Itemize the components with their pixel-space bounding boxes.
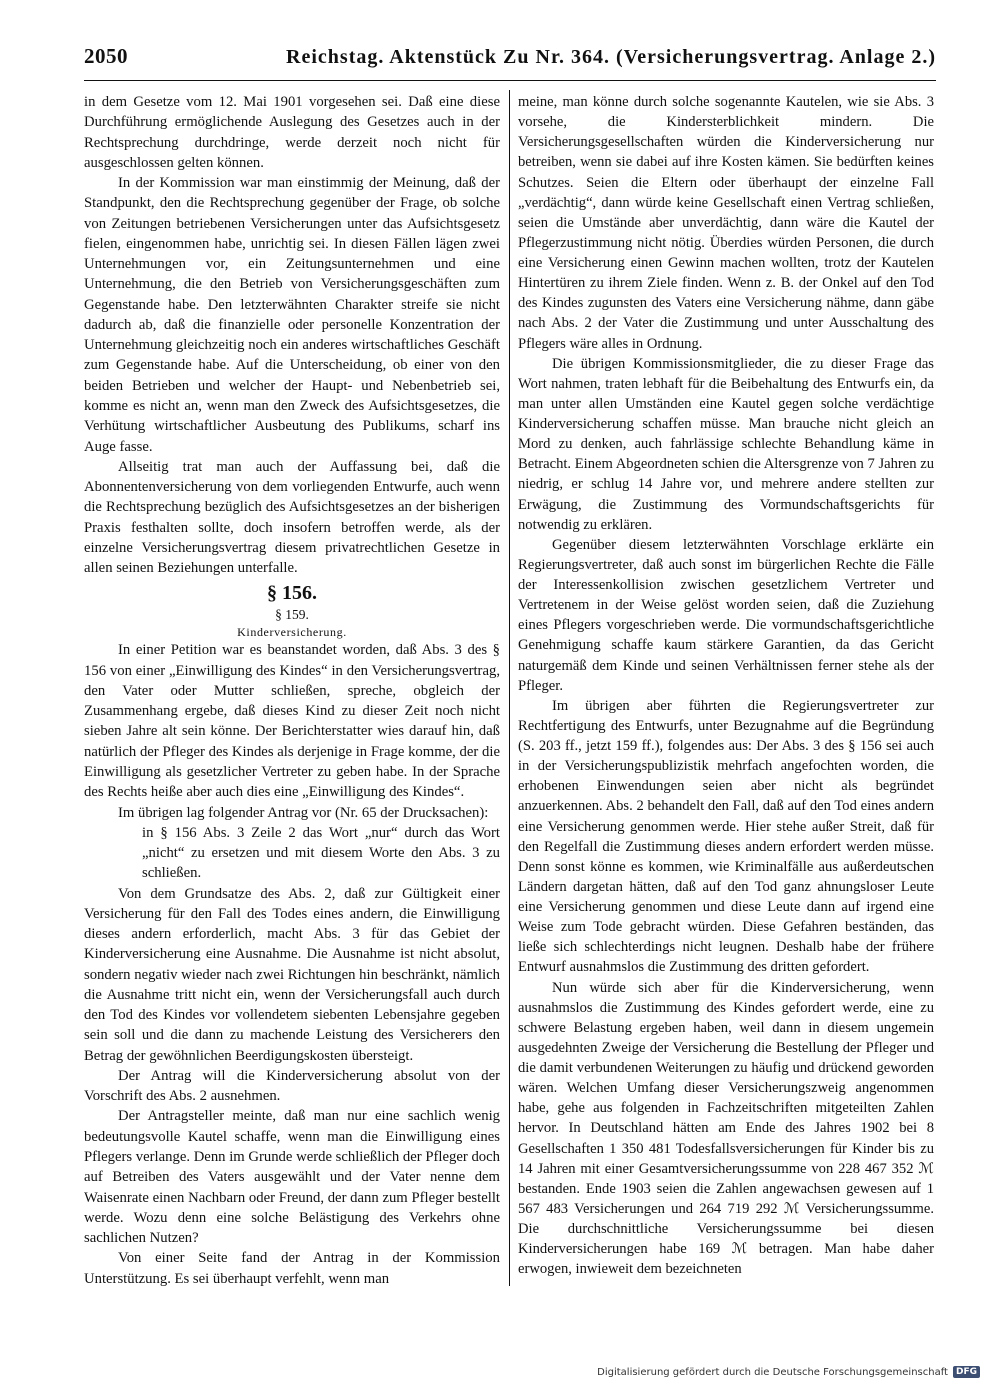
paragraph: Die übrigen Kommissionsmitglieder, die zu dieser Frage das Wort nahmen, traten lebhaft für die Beibehaltung des Entwurfs ein, da man unter allen Umständen eine Kautel gegen solche verdächtige Kinderversicherung schaffen müsse. Man brauche nicht gleich an Mord zu denken, auch fahrlässige schlechte Behandlung käme in Betracht. Einem Abgeordneten schien die Altersgrenze von 7 Jahren zu niedrig, er schlug 14 Jahre vor, und mehrere andere stellten zur Erwägung, die Zustimmung des Vormundschaftsgerichts für notwendig zu erklären. (518, 355, 934, 533)
right-column (518, 92, 934, 1279)
paragraph: Nun würde sich aber für die Kinderversicherung, wenn ausnahmslos die Zustimmung des Kindes gefordert werde, eine zu schwere Belastung ergeben haben, weil dann in diesem ungemein ausgedehnten Zweige der Versicherung die Bestellung der Pfleger und die damit verbundenen Weiterungen zu häufig und drückend geworden wären. Welchen Umfang dieser Versicherungszweig angenommen habe, gehe aus folgenden in Fachzeitschriften mitgeteilten Zahlen hervor. In Deutschland hätten am Ende des Jahres 1902 bei 8 Gesellschaften 1 350 481 Todesfallsversicherungen für Kinder bis zu 14 Jahren mit einer Gesamtversicherungssumme von 228 467 352 ℳ bestanden. Ende 1903 seien die Zahlen angewachsen gewesen auf 1 567 483 Versicherungen und 264 719 292 ℳ Versicherungssumme. Die durchschnittliche Versicherungssumme bei diesen Kinderversicherungen habe 169 ℳ betragen. Man habe daher erwogen, inwieweit dem bezeichneten (518, 979, 934, 1278)
footer (597, 1366, 980, 1378)
paragraph: Der Antragsteller meinte, daß man nur eine sachlich wenig bedeutungsvolle Kautel schaffe, wenn man die Einwilligung eines Pflegers verlange. Denn im Grunde werde schließlich der Pfleger doch auf Betreiben des Vaters ausgewählt und der Vater nenne dem Waisenrate einen Nachbarn oder Freund, der dann zum Pfleger bestellt werde. Wozu denn eine solche Belästigung des Verkehrs ohne sachlichen Nutzen? (84, 1108, 500, 1247)
paragraph: In einer Petition war es beanstandet worden, daß Abs. 3 des § 156 von einer „Einwilligung des Kindes“ in den Versicherungsvertrag, den Vater oder Mutter schließen, spreche, obgleich der Zusammenhang ergebe, daß dieses Kind zu dieser Zeit noch nicht sieben Jahre alt sein könne. Der Berichterstatter wies darauf hin, daß natürlich der Pfleger des Kindes als derjenige in Frage komme, der die Einwilligung als gesetzlicher Vertreter zu geben habe. In der Sprache des Rechts heiße aber auch dies eine „Einwilligung des Kindes“. (84, 642, 500, 801)
page-title: Reichstag. Aktenstück Zu Nr. 364. (Versicherungsvertrag. Anlage 2.) (286, 46, 936, 68)
page-number: 2050 (84, 44, 128, 68)
column-divider (509, 90, 510, 1286)
paragraph: Der Antrag will die Kinderversicherung absolut von der Vorschrift des Abs. 2 ausnehmen. (84, 1067, 500, 1105)
section-subheading: § 159. (275, 607, 309, 623)
paragraph: Von einer Seite fand der Antrag in der Kommission Unterstützung. Es sei überhaupt verfehlt, wenn man (84, 1250, 500, 1287)
paragraph: In der Kommission war man einstimmig der Meinung, daß der Standpunkt, den die Rechtsprechung gegenüber der Frage, ob solche von Zeitungen betriebenen Versicherungen unter das Aufsichtsgesetz fielen, eingenommen habe, unrichtig sei. In diesen Fällen lägen zwei Unternehmungen vor, ein Zeitungsunternehmen und eine Unternehmung, die den Betrieb von Versicherungsgeschäften zum Gegenstande habe. Den letzterwähnten Charakter streife sie nicht dadurch ab, daß die finanzielle oder personelle Konzentration der Unternehmung gleichzeitig noch ein anderes wirtschaftliches Geschäft zum Gegenstande habe. Auf die Unterscheidung, ob einer von den beiden Betrieben und welcher der Haupt- und Nebenbetrieb sei, komme es nicht an, wenn man den Zweck des Aufsichtsgesetzes, die Verhütung wirtschaftlicher Ausbeutung des Publikums, scharf ins Auge fasse. (84, 175, 500, 455)
dfg-logo: DFG (953, 1366, 980, 1378)
quoted-motion: in § 156 Abs. 3 Zeile 2 das Wort „nur“ durch das Wort „nicht“ zu ersetzen und mit diesem Worte den Abs. 3 zu schließen. (142, 824, 500, 882)
paragraph: Allseitig trat man auch der Auffassung bei, daß die Abonnentenversicherung von dem vorliegenden Entwurfe, auch wenn die Rechtsprechung bezüglich des Aufsichtsgesetzes an der bisherigen Praxis festhalten sollte, doch insofern betroffen werde, als der einzelne Versicherungsvertrag diesem privatrechtlichen Gesetze in allen seinen Beziehungen unterfalle. (84, 458, 500, 577)
header-rule (84, 80, 936, 81)
paragraph: Im übrigen aber führten die Regierungsvertreter zur Rechtfertigung des Entwurfs, unter Bezugnahme auf die Begründung (S. 203 ff., jetzt 159 ff.), folgendes aus: Der Abs. 3 des § 156 sei auch in der Versicherungspublizistik mehrfach angefochten worden, die erhobenen Einwendungen seien aber nicht als begründet anzuerkennen. Abs. 2 behandelt den Fall, daß auf den Tod eines andern eine Versicherung genommen werde. Hier stehe außer Streit, daß für den Regelfall die Zustimmung dieses andern erfordert werden müsse. Denn sonst könne es kommen, wie Kriminalfälle aus außerdeutschen Ländern dargetan hätten, daß auf den Tod ganz ahnungsloser Leute eine Versicherung genommen und diese Leute dann auf irgend eine Weise zum Tode gebracht würden. Diese Gefahren beständen, das ließe sich schlechterdings nicht leugnen. Deshalb habe der frühere Entwurf ausnahmslos die Zustimmung des dritten gefordert. (518, 697, 934, 976)
paragraph: Im übrigen lag folgender Antrag vor (Nr. 65 der Drucksachen): (118, 804, 489, 821)
section-heading: § 156. (267, 582, 317, 605)
footer-credit: Digitalisierung gefördert durch die Deutsche Forschungsgemeinschaft (597, 1366, 948, 1378)
paragraph: meine, man könne durch solche sogenannte Kautelen, wie sie Abs. 3 vorsehe, die Kindersterblichkeit mindern. Die Versicherungsgesellschaften würden die Kinderversicherung nur betreiben, wenn sie dabei auf ihre Kosten kämen. Sie bedürften keines Schutzes. Seien die Eltern oder überhaupt der einzelne Fall „verdächtig“, dann würde keine Gesellschaft einen Vertrag schließen, seien die Umstände aber unverdächtig, dann wäre die Kautel der Pflegerzustimmung nicht nötig. Überdies würden Personen, die durch eine Versicherung einen Gewinn machen wollten, trotz der Kautelen Hintertüren zu ihrem Ziele finden. Wenn z. B. der Onkel auf den Tod des Kindes zugunsten des Vaters eine Versicherung nähme, dann gäbe nach Abs. 2 der Vater die Zustimmung und unter Ausschaltung des Pflegers wäre alles in Ordnung. (518, 94, 934, 352)
paragraph: Von dem Grundsatze des Abs. 2, daß zur Gültigkeit einer Versicherung für den Fall des Todes eines andern, die Einwilligung dieses andern erforderlich, macht Abs. 3 für das Gebiet der Kinderversicherung eine Ausnahme. Die Ausnahme ist nicht absolut, sondern negativ wieder nach zwei Richtungen hin beschränkt, nämlich die Ausnahme tritt nicht ein, wenn der Versicherungsfall auch durch den Tod des Kindes vor vollendetem siebenten Lebensjahre gegeben sein soll und die dann zu machende Leistung des Versicherers den Betrag der gewöhnlichen Beerdigungskosten übersteigt. (84, 885, 500, 1064)
paragraph: in dem Gesetze vom 12. Mai 1901 vorgesehen sei. Daß eine diese Durchführung ermöglichende Auslegung des Gesetzes auch in der Rechtsprechung durchdringe, werde derzeit noch nicht für ausgeschlossen gelten können. (84, 94, 500, 171)
page-header (84, 44, 936, 80)
paragraph: Gegenüber diesem letzterwähnten Vorschlage erklärte ein Regierungsvertreter, daß auch sonst im bürgerlichen Rechte die Fälle der Interessenkollision zwischen gesetzlichem Vertreter und Vertretenem in der Weise gelöst worden seien, daß die Zuziehung eines Pflegers vorgeschrieben werde. Die vormundschaftsgerichtliche Genehmigung schaffe kaum stärkere Garantien, da das Gericht naturgemäß dem Kinde und seinen Verhältnissen ferner stehe als der Pfleger. (518, 536, 934, 694)
section-caption: Kinderversicherung. (237, 625, 347, 640)
left-column (84, 92, 500, 1289)
